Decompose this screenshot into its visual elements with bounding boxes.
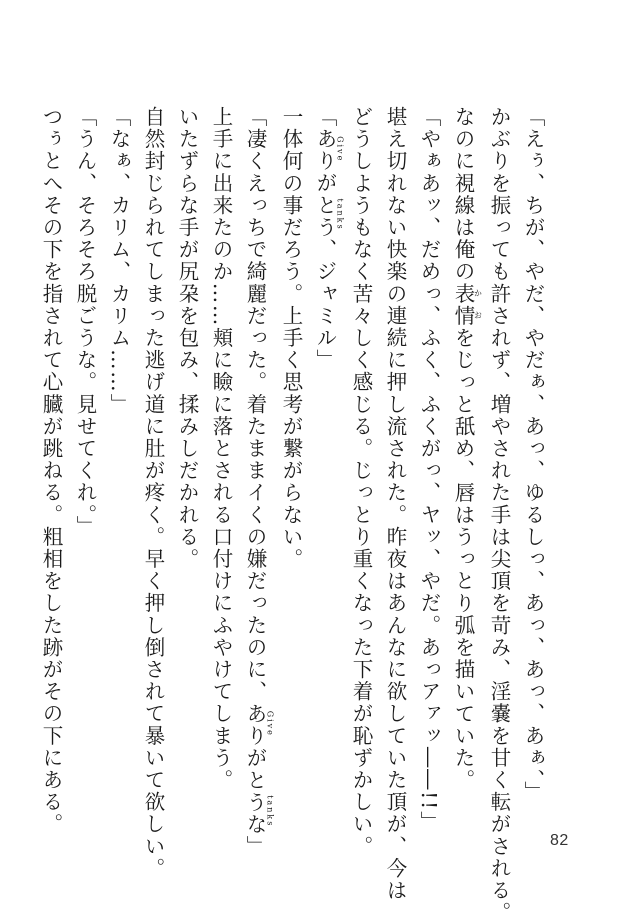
- ruby-annotation: かお: [473, 282, 483, 328]
- line-7-after: 、ジャミル」: [313, 238, 337, 372]
- text-line-13: 「なぁ、カリム、カリム……」: [107, 106, 131, 416]
- text-line-7: [308, 106, 344, 806]
- text-line-1: 「えぅ、ちが、やだ、やだぁ、あっ、ゆるしっ、あっ、あっ、あぁ、」: [521, 106, 545, 803]
- text-line-9: [238, 106, 275, 858]
- ruby-word: [243, 702, 275, 836]
- text-line-3: [446, 106, 482, 806]
- line-9-after: 」: [243, 835, 267, 858]
- page-number: 82: [550, 832, 569, 849]
- vertical-text-block: [34, 106, 550, 924]
- text-line-10: 上手に出来たのか……頬に瞼に落とされる口付けにふやけてしまう。: [209, 106, 233, 792]
- ruby-word: [313, 128, 345, 239]
- text-line-15: つぅとへその下を指されて心臓が跳ねる。粗相をした跡がその下にある。: [39, 106, 63, 836]
- line-9-before: 「凄くえっちで綺麗だった。着たままイくの嫌だったのに、: [243, 106, 267, 703]
- text-line-6: どうしようもなく苦々しく感じる。じっとり重くなった下着が恥ずかしい。: [349, 106, 373, 858]
- text-line-11: いたずらな手が尻朶を包み、揉みしだかれる。: [175, 106, 199, 571]
- line-7-before: 「: [313, 106, 337, 129]
- line-3-after: をじっと舐め、唇はうっとり弧を描いていた。: [451, 327, 475, 792]
- text-line-8: 一体何の事だろう。上手く思考が繋がらない。: [279, 106, 303, 571]
- ruby-base: ありがとうな: [243, 702, 267, 836]
- text-line-12: 自然封じられてしまった逃げ道に肚が疼く。早く押し倒されて暴いて欲しい。: [141, 106, 165, 880]
- line-3-before: なのに視線は俺の: [451, 106, 475, 283]
- text-line-5: 堪え切れない快楽の連続に押し流された。昨夜はあんなに欲していた頂が、今は: [383, 106, 407, 902]
- ruby-annotation: Give tanks: [265, 702, 275, 836]
- text-line-14: 「うん、そろそろ脱ごうな。見せてくれ。」: [73, 106, 97, 538]
- text-line-2: かぶりを振っても許されず、増やされた手は尖頂を苛み、淫嚢を甘く転がされる。: [487, 106, 511, 924]
- ruby-word: 表情かお: [451, 282, 483, 328]
- ruby-base: ありがとう: [313, 128, 337, 239]
- ruby-annotation: Give tanks: [335, 128, 345, 239]
- text-line-4: 「やぁあッ、だめっ、ふく、ふくがっ、ヤッ、やだ。あっアァッ――!!」: [417, 106, 441, 833]
